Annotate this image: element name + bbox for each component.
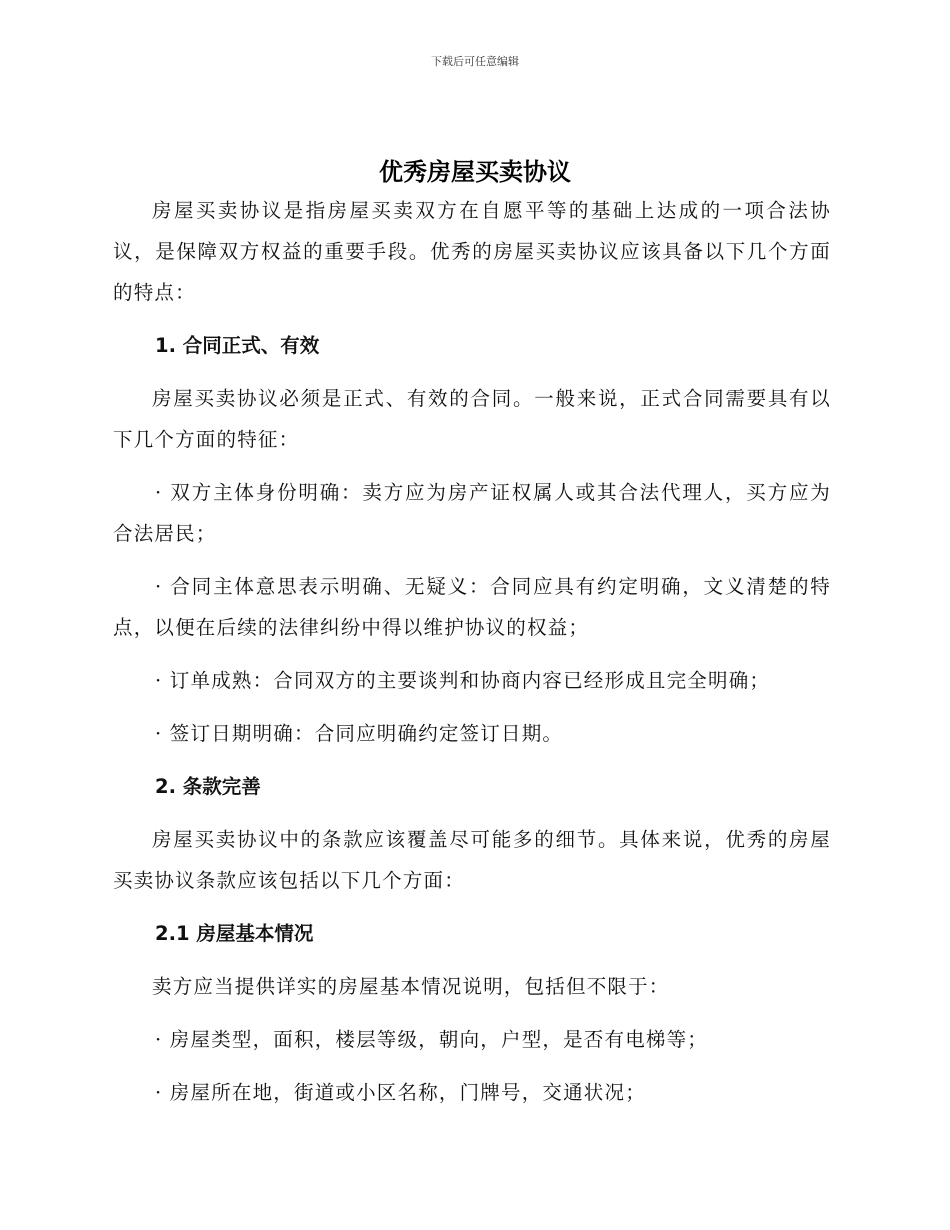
document-body — [113, 190, 831, 1125]
section-1-bullet-1: · 双方主体身份明确：卖方应为房产证权属人或其合法代理人，买方应为合法居民； — [113, 481, 831, 545]
section-1-bullet-2: · 合同主体意思表示明确、无疑义：合同应具有约定明确，文义清楚的特点，以便在后续的法律纠纷中得以维护协议的权益； — [113, 575, 831, 639]
section-2-heading: 2. 条款完善 — [155, 775, 261, 798]
section-1-heading: 1. 合同正式、有效 — [155, 334, 320, 357]
section-2-paragraph: 房屋买卖协议中的条款应该覆盖尽可能多的细节。具体来说，优秀的房屋买卖协议条款应该包括以下几个方面： — [113, 828, 831, 892]
section-1-paragraph: 房屋买卖协议必须是正式、有效的合同。一般来说，正式合同需要具有以下几个方面的特征： — [113, 387, 831, 451]
section-1-bullet-4: · 签订日期明确：合同应明确约定签订日期。 — [155, 722, 564, 745]
section-2-1-bullet-2: · 房屋所在地，街道或小区名称，门牌号，交通状况； — [155, 1081, 646, 1104]
section-2-1-paragraph: 卖方应当提供详实的房屋基本情况说明，包括但不限于： — [152, 975, 670, 998]
section-2-1-bullet-1: · 房屋类型，面积，楼层等级，朝向，户型，是否有电梯等； — [155, 1028, 708, 1051]
intro-paragraph: 房屋买卖协议是指房屋买卖双方在自愿平等的基础上达成的一项合法协议，是保障双方权益的重要手段。优秀的房屋买卖协议应该具备以下几个方面的特点： — [113, 199, 831, 304]
section-1-bullet-3: · 订单成熟：合同双方的主要谈判和协商内容已经形成且完全明确； — [155, 669, 771, 692]
page-header-note: 下载后可任意编辑 — [431, 55, 519, 68]
document-title: 优秀房屋买卖协议 — [379, 158, 571, 186]
section-2-1-heading: 2.1 房屋基本情况 — [155, 922, 314, 945]
